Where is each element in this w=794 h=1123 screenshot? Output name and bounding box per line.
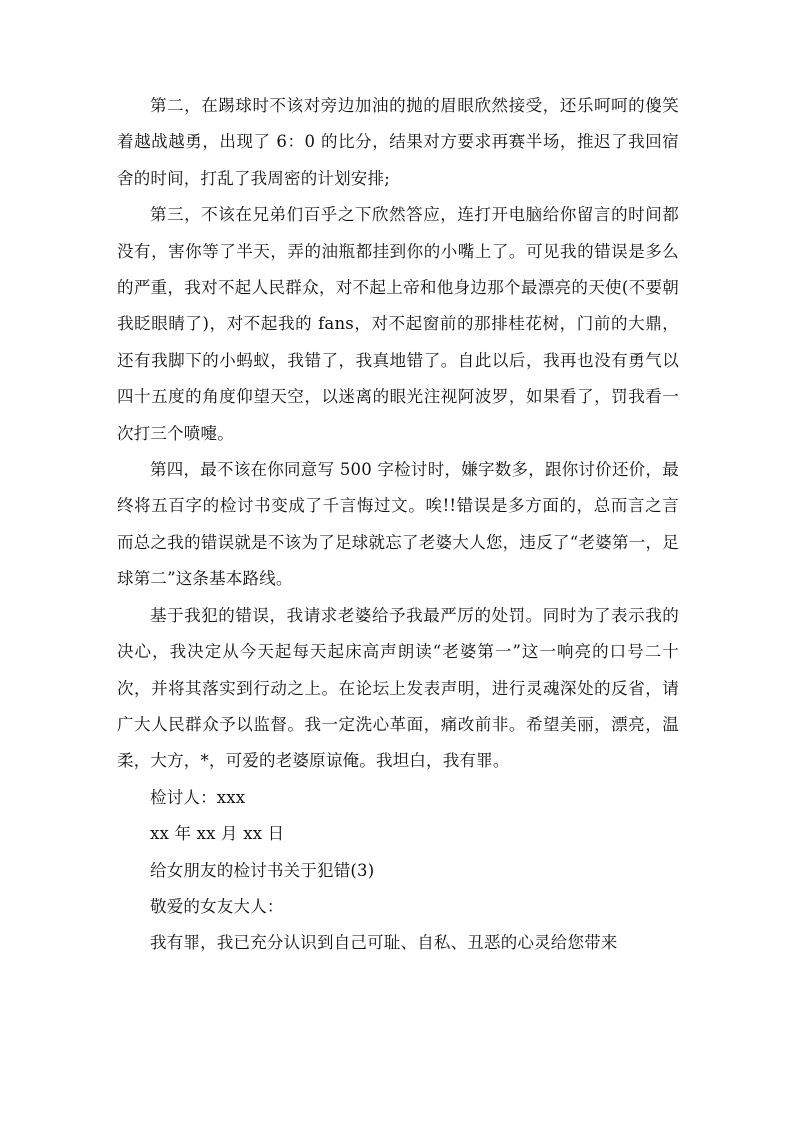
- signature-line: 检讨人：xxx: [150, 787, 246, 807]
- paragraph-punishment-request: 基于我犯的错误，我请求老婆给予我最严厉的处罚。同时为了表示我的决心，我决定从今天起每天起床高声朗读“老婆第一”这一响亮的口号二十次，并将其落实到行动之上。在论坛上发表声明，进行灵魂深处的反省，请广大人民群众予以监督。我一定洗心革面，痛改前非。希望美丽，漂亮，温柔，大方，*，可爱的老婆原谅俺。我坦白，我有罪。: [117, 605, 679, 771]
- paragraph-second-point: 第二，在踢球时不该对旁边加油的抛的眉眼欣然接受，还乐呵呵的傻笑着越战越勇，出现了 6：0 的比分，结果对方要求再赛半场，推迟了我回宿舍的时间，打乱了我周密的计划安排;: [117, 96, 679, 188]
- section-title: 给女朋友的检讨书关于犯错(3): [150, 860, 375, 880]
- paragraph-fourth-point: 第四，最不该在你同意写 500 字检讨时，嫌字数多，跟你讨价还价，最终将五百字的检讨书变成了千言悔过文。唉!!错误是多方面的，总而言之言而总之我的错误就是不该为了足球就忘了老婆大人您，违反了“老婆第一，足球第二”这条基本路线。: [117, 460, 679, 589]
- opening-line: 我有罪，我已充分认识到自己可耻、自私、丑恶的心灵给您带来: [150, 933, 618, 953]
- document-body: [117, 88, 679, 962]
- paragraph-third-point: 第三，不该在兄弟们百乎之下欣然答应，连打开电脑给你留言的时间都没有，害你等了半天，弄的油瓶都挂到你的小嘴上了。可见我的错误是多么的严重，我对不起人民群众，对不起上帝和他身边那个最漂亮的天使(不要朝我眨眼睛了)，对不起我的 fans，对不起窗前的那排桂花树，门前的大鼎，还有我脚下的小蚂蚁，我错了，我真地错了。自此以后，我再也没有勇气以四十五度的角度仰望天空，以迷离的眼光注视阿波罗，如果看了，罚我看一次打三个喷嚏。: [117, 205, 679, 443]
- salutation-line: 敬爱的女友大人：: [150, 896, 284, 916]
- date-line: xx 年 xx 月 xx 日: [150, 824, 285, 844]
